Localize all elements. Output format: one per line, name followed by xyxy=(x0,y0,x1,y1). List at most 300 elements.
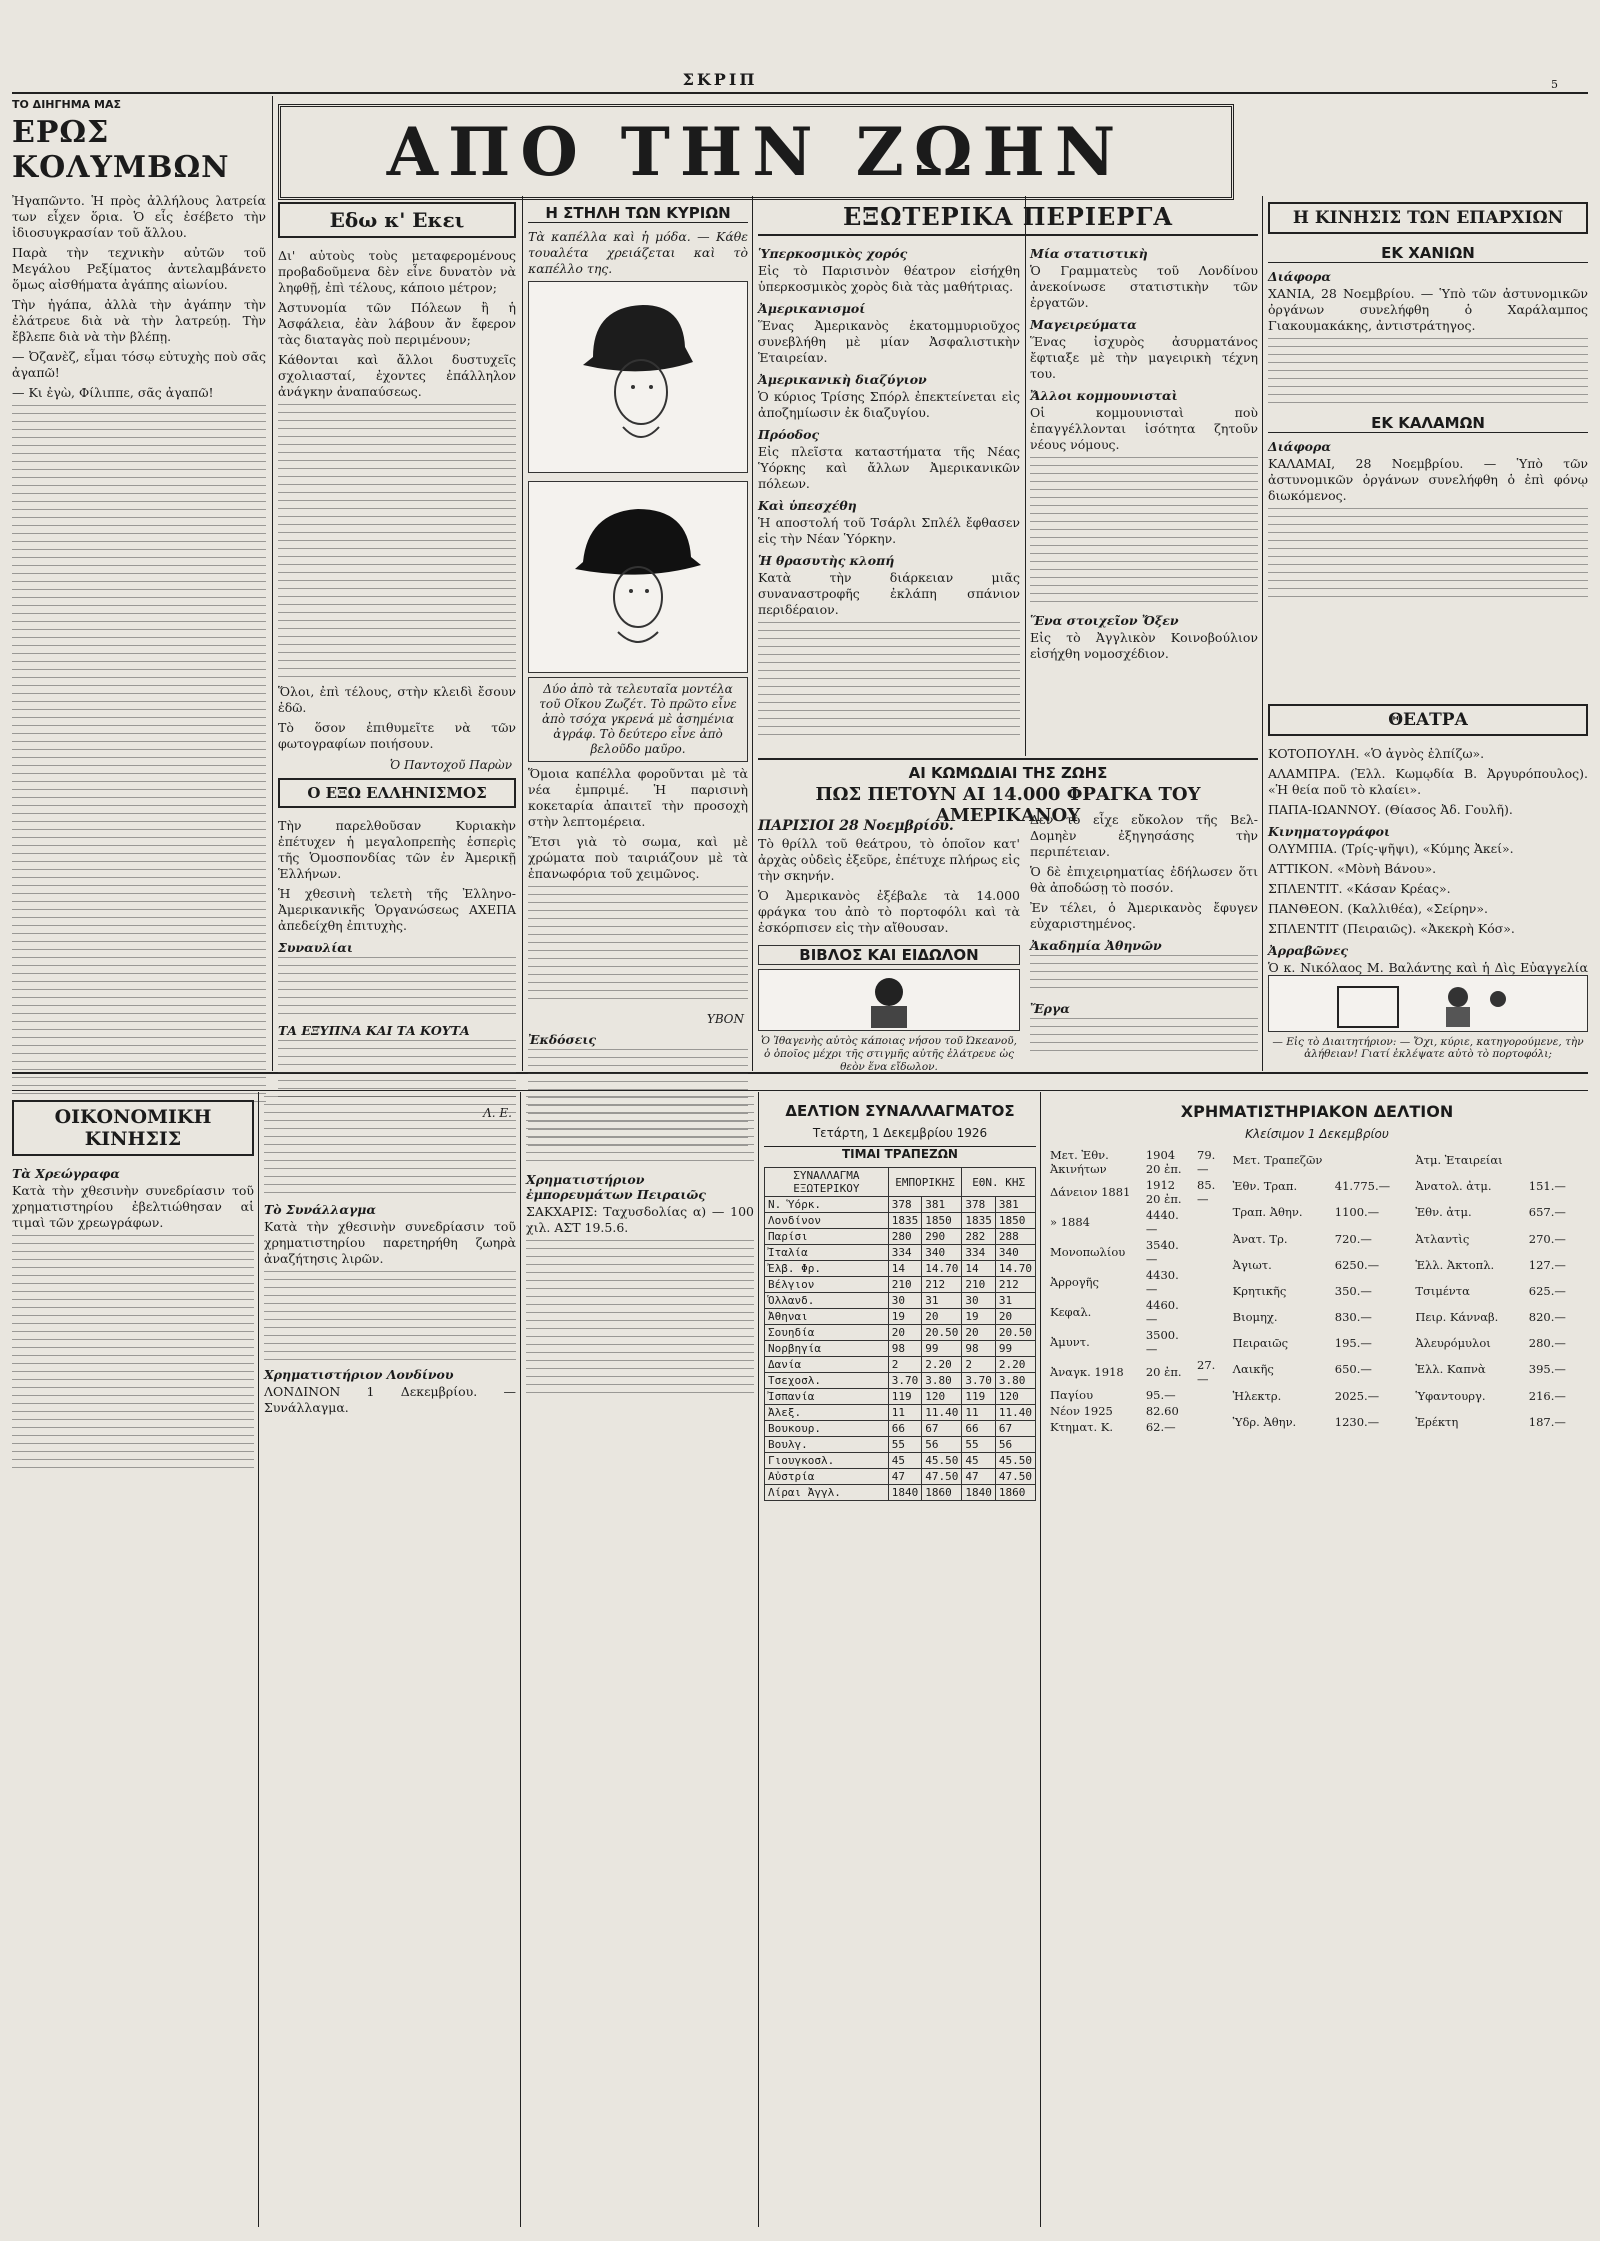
oikonomiki-item-title: Χρηματιστήριον ἐμπορευμάτων Πειραιῶς xyxy=(526,1172,706,1202)
cartoon-image xyxy=(1268,975,1588,1032)
story-paragraph: Παρὰ τὴν τεχνικὴν αὐτῶν τοῦ Μεγάλου Ρεξίματος ἀντελαμβάνετο ὅμως αἰσθήματα ἀγάπης αἰωνίου. xyxy=(12,245,266,292)
exchange-cell: Ν. Ὑόρκ. xyxy=(765,1197,889,1213)
edo-ekei-signature: Ὁ Παντοχοῦ Παρὼν xyxy=(389,758,512,772)
exoterika-item-title: Ὑπερκοσμικὸς χορός xyxy=(758,246,908,261)
stock-cell xyxy=(1578,1383,1588,1409)
exchange-header: ΕΜΠΟΡΙΚΗΣ xyxy=(888,1168,962,1197)
column-rule xyxy=(258,1092,259,2227)
kyrion-column xyxy=(528,198,748,1068)
table-row xyxy=(1046,1177,1223,1207)
komodies-subtitle: Ἀκαδημία Ἀθηνῶν xyxy=(1030,938,1162,953)
exoterika-header xyxy=(758,198,1258,238)
exchange-cell: 282 xyxy=(962,1229,996,1245)
body-text-block xyxy=(1268,508,1588,598)
stock-cell: 657.— xyxy=(1528,1205,1566,1220)
stock-cell: 1912 20 ἐπ. xyxy=(1145,1178,1182,1206)
story-paragraph: — Ὀζανὲζ, εἶμαι τόσῳ εὐτυχὴς ποὺ σᾶς ἀγαπῶ! xyxy=(12,349,266,380)
stock-cell: Κρητικῆς xyxy=(1232,1283,1287,1298)
exchange-cell: 381 xyxy=(995,1197,1035,1213)
table-row xyxy=(1229,1330,1406,1356)
exoterika-item-text: Εἰς τὸ Παρισινὸν θέατρον εἰσήχθη ὑπερκοσμικὸς χορὸς διὰ τὰς μαθήτριας. xyxy=(758,263,1020,294)
exchange-cell: 120 xyxy=(922,1389,962,1405)
kyrion-lead: Τὰ καπέλλα καὶ ἡ μόδα. — Κάθε τουαλέτα χρειάζεται καὶ τὸ καπέλλο της. xyxy=(528,229,748,276)
stock-table-body xyxy=(1229,1147,1406,1435)
theatre-entry: ΠΑΠΑ-ΙΩΑΝΝΟΥ. (Θίασος Ἀδ. Γουλῆ). xyxy=(1268,802,1513,817)
column-rule xyxy=(522,196,523,1071)
kiniseis-sub: Διάφορα xyxy=(1268,439,1331,454)
exoterika-item-title: Ἡ θρασυτὴς κλοπή xyxy=(758,553,895,568)
table-row xyxy=(1046,1237,1223,1267)
komodies-kicker: ΑΙ ΚΩΜΩΔΙΑΙ ΤΗΣ ΖΩΗΣ xyxy=(908,764,1108,782)
exoterika-item-title: Πρόοδος xyxy=(758,427,820,442)
exchange-cell: 280 xyxy=(888,1229,922,1245)
kiniseis-text: Ὁ κ. Νικόλαος Μ. Βαλάντης καὶ ἡ Δὶς Εὐαγγελία xyxy=(1268,960,1588,975)
stock-cell: 650.— xyxy=(1334,1362,1372,1377)
body-text-block xyxy=(526,1096,754,1166)
exchange-cell: 1840 xyxy=(962,1485,996,1501)
stock-cell: 625.— xyxy=(1528,1283,1566,1298)
exchange-cell: 98 xyxy=(962,1341,996,1357)
body-text-block xyxy=(528,886,748,1006)
exchange-cell: 11 xyxy=(888,1405,922,1421)
body-text-block xyxy=(12,405,266,1105)
stock-cell xyxy=(1578,1356,1588,1382)
edo-ekei-paragraph: Ὅλοι, ἐπὶ τέλους, στὴν κλειδὶ ἔσουν ἐδῶ. xyxy=(278,684,516,715)
exchange-cell: 3.80 xyxy=(995,1373,1035,1389)
exchange-cell: Ἐλβ. Φρ. xyxy=(765,1261,889,1277)
exoterika-left xyxy=(758,240,1020,756)
stock-tables xyxy=(1046,1147,1588,1435)
exchange-cell: 67 xyxy=(922,1421,962,1437)
table-row xyxy=(765,1309,1036,1325)
stock-cell: 1230.— xyxy=(1334,1414,1380,1429)
column-rule xyxy=(1262,196,1263,1071)
stock-cell xyxy=(1397,1304,1405,1330)
stock-cell xyxy=(1397,1330,1405,1356)
exoterika-item-title: Ἄλλοι κομμουνισταὶ xyxy=(1030,388,1178,403)
section-banner: ΑΠΟ ΤΗΝ ΖΩΗΝ xyxy=(278,104,1234,200)
stock-cell: Ἀτλαντὶς xyxy=(1415,1231,1470,1246)
stock-cell: 395.— xyxy=(1528,1362,1566,1377)
table-row xyxy=(1229,1147,1406,1173)
exoterika-item-text: Εἰς πλεῖστα καταστήματα τῆς Νέας Ὑόρκης καὶ ἄλλων Ἀμερικανικῶν πόλεων. xyxy=(758,444,1020,491)
body-text-block xyxy=(264,1096,516,1196)
table-row xyxy=(765,1229,1036,1245)
center-paragraph: Ἔτσι γιὰ τὸ σωμα, καὶ μὲ χρώματα ποὺ ταιριάζουν μὲ τὰ ἐπανωφόρια τοῦ χειμῶνος. xyxy=(528,834,748,881)
table-row xyxy=(1046,1357,1223,1387)
stock-cell: 82.60 xyxy=(1145,1404,1179,1418)
komodies-left xyxy=(758,812,1020,942)
vivlos-title: ΒΙΒΛΟΣ ΚΑΙ ΕΙΔΩΛΟΝ xyxy=(758,945,1020,965)
exo-paragraph: Ἡ χθεσινὴ τελετὴ τῆς Ἐλληνο-Ἀμερικανικῆς Ὁργανώσεως ΑΧΕΠΑ ἀπεδείχθη ἐπιτυχὴς. xyxy=(278,886,516,933)
stock-cell: Παγίου xyxy=(1050,1388,1094,1402)
exchange-cell: 290 xyxy=(922,1229,962,1245)
masthead-title: ΣΚΡΙΠ xyxy=(682,70,758,89)
table-row xyxy=(765,1341,1036,1357)
stock-cell xyxy=(1193,1419,1223,1435)
story-paragraph: Τὴν ἠγάπα, ἀλλὰ τὴν ἀγάπην τὴν ἐλάτρευε διὰ νὰ τὴν λατρεύῃ. Τὴν ἔβλεπε διὰ νὰ τὴν βλέπῃ. xyxy=(12,297,266,344)
exo-signature: Λ. Ε. xyxy=(483,1106,512,1120)
stock-cell: Ἀλευρόμυλοι xyxy=(1415,1336,1491,1351)
table-row xyxy=(765,1373,1036,1389)
exchange-cell: 20 xyxy=(888,1325,922,1341)
table-row xyxy=(1046,1387,1223,1403)
table-row xyxy=(1411,1147,1588,1173)
exchange-cell: Ἰταλία xyxy=(765,1245,889,1261)
edo-ekei-title: Εδω κ' Εκει xyxy=(278,202,516,238)
exchange-cell: 212 xyxy=(922,1277,962,1293)
table-row xyxy=(1229,1409,1406,1435)
exchange-cell: 55 xyxy=(962,1437,996,1453)
body-text-block xyxy=(264,1271,516,1361)
table-row xyxy=(765,1245,1036,1261)
exchange-table-body xyxy=(765,1197,1036,1501)
exchange-cell: Βέλγιον xyxy=(765,1277,889,1293)
komodies-paragraph: Ὁ δὲ ἐπιχειρηματίας ἐδήλωσεν ὅτι θὰ ἀποδώσῃ τὸ ποσόν. xyxy=(1030,864,1258,895)
table-row xyxy=(1229,1304,1406,1330)
stock-cell: 1100.— xyxy=(1334,1205,1380,1220)
table-row xyxy=(765,1437,1036,1453)
exoterika-title: ΕΞΩΤΕΡΙΚΑ ΠΕΡΙΕΡΓΑ xyxy=(758,202,1258,236)
stock-cell xyxy=(1397,1356,1405,1382)
hat-drawing xyxy=(563,287,713,467)
stock-cell: Ἡλεκτρ. xyxy=(1232,1388,1282,1403)
exchange-cell: 55 xyxy=(888,1437,922,1453)
stock-cell: 1904 20 ἐπ. xyxy=(1145,1148,1182,1176)
exchange-cell: 378 xyxy=(888,1197,922,1213)
stock-cell xyxy=(1193,1297,1223,1327)
exoterika-item-text: Ἡ αποστολή τοῦ Τσάρλι Σπλέλ ἔφθασεν εἰς τὴν Νέαν Ὑόρκην. xyxy=(758,515,1020,546)
stock-cell: 79.— xyxy=(1197,1148,1216,1176)
exchange-cell: 3.70 xyxy=(962,1373,996,1389)
table-row xyxy=(1411,1383,1588,1409)
stock-cell: Λαικῆς xyxy=(1232,1362,1274,1377)
stock-cell xyxy=(1578,1199,1588,1225)
exo-subtitle: Συναυλίαι xyxy=(278,940,353,955)
stock-cell: Ἐθν. ἀτμ. xyxy=(1415,1205,1472,1220)
exchange-cell: 20.50 xyxy=(995,1325,1035,1341)
table-row xyxy=(765,1389,1036,1405)
stock-cell xyxy=(1578,1173,1588,1199)
stock-cell: » 1884 xyxy=(1050,1215,1090,1229)
stock-cell xyxy=(1193,1267,1223,1297)
theatre-entry: ΑΤΤΙΚΟΝ. «Μὸνὴ Βάνου». xyxy=(1268,861,1437,876)
oikonomiki-item-text: Κατὰ τὴν χθεσινὴν συνεδρίασιν τοῦ χρηματιστηρίου παρετηρήθη ζωηρὰ ἀναζήτησις λιρῶν. xyxy=(264,1219,516,1266)
story-paragraph: Ἠγαπῶντο. Ἡ πρὸς ἀλλήλους λατρεία των εἶχεν ὅρια. Ὁ εἷς ἐσέβετο τὴν ἰδιοσυγκρασίαν τοῦ ἄλλου. xyxy=(12,193,266,240)
oikonomiki-item-text: ΣΑΚΧΑΡΙΣ: Ταχυσδολίας α) — 100 χιλ. ΑΣΤ 19.5.6. xyxy=(526,1204,754,1235)
stock-cell: Ἀνατολ. ἀτμ. xyxy=(1415,1179,1492,1194)
stock-cell: Βιομηχ. xyxy=(1232,1310,1278,1325)
stock-cell: 85.— xyxy=(1197,1178,1216,1206)
exchange-cell: 3.80 xyxy=(922,1373,962,1389)
body-text-block xyxy=(1268,338,1588,408)
table-row xyxy=(765,1213,1036,1229)
xrimatistirion-title: ΧΡΗΜΑΤΙΣΤΗΡΙΑΚΟΝ ΔΕΛΤΙΟΝ xyxy=(1180,1102,1454,1121)
exchange-header: ΣΥΝΑΛΛΑΓΜΑ ΕΞΩΤΕΡΙΚΟΥ xyxy=(765,1168,889,1197)
exoterika-item-text: Κατὰ τὴν διάρκειαν μιᾶς συναναστροφῆς ἐκλάπη σπάνιον περιδέραιον. xyxy=(758,570,1020,617)
exchange-cell: 66 xyxy=(962,1421,996,1437)
stock-cell: Μετ. Ἐθν. Ἀκινήτων xyxy=(1050,1148,1109,1176)
stock-cell: 41.775.— xyxy=(1334,1179,1391,1194)
exchange-cell: Ἀθηναι xyxy=(765,1309,889,1325)
exoterika-item-title: Ἕνα στοιχεῖον Ὄξεν xyxy=(1030,613,1179,628)
stock-cell: Πειρ. Κάνναβ. xyxy=(1415,1310,1499,1325)
stock-cell: 720.— xyxy=(1334,1231,1372,1246)
edo-ekei-column xyxy=(278,198,516,1120)
table-row xyxy=(1229,1278,1406,1304)
body-text-block xyxy=(1030,955,1258,995)
page-number: 5 xyxy=(1551,78,1558,91)
exchange-cell: Ὁλλανδ. xyxy=(765,1293,889,1309)
exchange-cell: 2 xyxy=(888,1357,922,1373)
xrimatistirion-column xyxy=(1046,1096,1588,2226)
stock-cell: 4430.— xyxy=(1145,1268,1179,1296)
oikonomiki-column-2 xyxy=(264,1096,516,2226)
exchange-cell: 47 xyxy=(888,1469,922,1485)
column-rule xyxy=(520,1092,521,2227)
exchange-cell: 45.50 xyxy=(922,1453,962,1469)
hat-illustration xyxy=(528,281,748,473)
theatra-title: ΘΕΑΤΡΑ xyxy=(1268,704,1588,736)
exchange-cell: 30 xyxy=(888,1293,922,1309)
cartoon-caption: — Εἰς τὸ Διαιτητήριον: — Ὄχι, κύριε, κατηγορούμενε, τὴν ἀλήθειαν! Γιατί ἐκλέψατε αὐτὸ τὸ πορτοφόλι; xyxy=(1272,1036,1584,1060)
exchange-cell: 14 xyxy=(962,1261,996,1277)
stock-cell: Τσιμέντα xyxy=(1415,1283,1470,1298)
exoterika-item-text: Ὁ κύριος Τρίσης Σπόρλ ἐπεκτείνεται εἰς ἀποζημίωσιν ἐκ διαζυγίου. xyxy=(758,389,1020,420)
story-paragraph: — Κι ἐγὼ, Φίλιππε, σᾶς ἀγαπῶ! xyxy=(12,385,214,400)
exoterika-item-text: Εἰς τὸ Ἀγγλικὸν Κοινοβούλιον εἰσήχθη νομοσχέδιον. xyxy=(1030,630,1258,661)
stock-table-1 xyxy=(1046,1147,1223,1435)
exchange-cell: 19 xyxy=(962,1309,996,1325)
exchange-cell: 1840 xyxy=(888,1485,922,1501)
komodies-paragraph: Δὲν τὸ εἶχε εὔκολον τῆς Βελ-Δομηὲν ἐξηγησάσης τὴν περιπέτειαν. xyxy=(1030,812,1258,859)
exchange-cell: 47.50 xyxy=(995,1469,1035,1485)
stock-cell xyxy=(1525,1147,1579,1173)
komodies-paragraph: Ὁ Ἀμερικανὸς ἐξέβαλε τὰ 14.000 φράγκα του ἀπὸ τὸ πορτοφόλι καὶ τὰ ἐσκόρπισεν εἰς τὴν αἴθουσαν. xyxy=(758,888,1020,935)
theatre-entry: ΣΠΛΕΝΤΙΤ (Πειραιῶς). «Ἀκεκρὴ Κόσ». xyxy=(1268,921,1515,936)
stock-cell: 62.— xyxy=(1145,1420,1176,1434)
stock-table-body xyxy=(1046,1147,1223,1435)
table-row xyxy=(1411,1173,1588,1199)
komodies-subtitle: Ἔργα xyxy=(1030,1001,1070,1016)
stock-cell: Δάνειον 1881 xyxy=(1050,1185,1131,1199)
theatre-entry: Κινηματογράφοι xyxy=(1268,824,1391,839)
exchange-cell: Ἀλεξ. xyxy=(765,1405,889,1421)
exoterika-item-title: Ἀμερικανισμοί xyxy=(758,301,866,316)
stock-cell xyxy=(1578,1278,1588,1304)
exchange-cell: 1850 xyxy=(922,1213,962,1229)
stock-cell: 151.— xyxy=(1528,1179,1566,1194)
exchange-cell: 45.50 xyxy=(995,1453,1035,1469)
body-text-block xyxy=(758,622,1020,742)
exchange-cell: 47 xyxy=(962,1469,996,1485)
table-row xyxy=(765,1293,1036,1309)
kiniseis-text: ΧΑΝΙΑ, 28 Νοεμβρίου. — Ὑπὸ τῶν ἀστυνομικῶν ὀργάνων συνελήφθη ὁ Χαράλαμπος Γιακουμακάκης, ἀντιστράτηγος. xyxy=(1268,286,1588,333)
stock-cell: Ἑλλ. Ἀκτοπλ. xyxy=(1415,1257,1495,1272)
stock-cell xyxy=(1397,1278,1405,1304)
stock-cell: Μονοπωλίου xyxy=(1050,1245,1126,1259)
stock-cell xyxy=(1578,1252,1588,1278)
exoterika-right xyxy=(1030,240,1258,756)
stock-cell: Ἀμυντ. xyxy=(1050,1335,1090,1349)
stock-cell: Ὑδρ. Ἀθην. xyxy=(1232,1414,1297,1429)
exo-paragraph: Τὴν παρελθοῦσαν Κυριακὴν ἐπέτυχεν ἡ μεγαλοπρεπὴς ἑσπερὶς τῆς Ὁμοσπονδίας τῶν ἐν Ἀμερικῇ Ἑλλήνων. xyxy=(278,818,516,881)
idol-figure xyxy=(849,972,929,1028)
table-row xyxy=(1411,1330,1588,1356)
table-row xyxy=(765,1197,1036,1213)
edo-ekei-paragraph: Κάθονται καὶ ἄλλοι δυστυχεῖς σχολιασταί, ἐχοντες ἐπάλληλον ἀνάγκην ἀναπαύσεως. xyxy=(278,352,516,399)
column-rule xyxy=(758,1092,759,2227)
hat-drawing xyxy=(563,487,713,667)
oikonomiki-item-title: Τὰ Χρεώγραφα xyxy=(12,1166,120,1181)
stock-cell xyxy=(1578,1304,1588,1330)
table-row xyxy=(1046,1147,1223,1177)
exchange-cell: Λονδίνον xyxy=(765,1213,889,1229)
table-row xyxy=(765,1357,1036,1373)
stock-cell xyxy=(1578,1226,1588,1252)
table-row xyxy=(765,1485,1036,1501)
exchange-cell: 45 xyxy=(888,1453,922,1469)
exchange-cell: 210 xyxy=(888,1277,922,1293)
cartoon-box xyxy=(1268,975,1588,1070)
exchange-cell: 120 xyxy=(995,1389,1035,1405)
exchange-cell: 3.70 xyxy=(888,1373,922,1389)
exchange-cell: 56 xyxy=(995,1437,1035,1453)
exchange-cell: 20 xyxy=(995,1309,1035,1325)
stock-cell: 95.— xyxy=(1145,1388,1176,1402)
stock-cell: Ἑλλ. Καπνὰ xyxy=(1415,1362,1486,1377)
exchange-cell: Βουκουρ. xyxy=(765,1421,889,1437)
stock-cell xyxy=(1331,1147,1397,1173)
exchange-cell: 30 xyxy=(962,1293,996,1309)
oikonomiki-item-text: ΛΟΝΔΙΝΟΝ 1 Δεκεμβρίου. — Συνάλλαγμα. xyxy=(264,1384,516,1415)
edo-ekei-paragraph: Ἀστυνομία τῶν Πόλεων ἢ ἡ Ἀσφάλεια, ἐὰν λάβουν ἄν ἔφερον τὰς διαταγὰς ποὺ περιμένουν; xyxy=(278,300,516,347)
stock-cell xyxy=(1397,1252,1405,1278)
deltion-title: ΔΕΛΤΙΟΝ ΣΥΝΑΛΛΑΓΜΑΤΟΣ xyxy=(785,1102,1015,1120)
exchange-cell: 119 xyxy=(888,1389,922,1405)
table-row xyxy=(1046,1403,1223,1419)
column-rule xyxy=(1040,1092,1041,2227)
hat-caption: Δύο ἀπὸ τὰ τελευταῖα μοντέλα τοῦ Οἴκου Ζωζέτ. Τὸ πρῶτο εἶνε ἀπὸ τσόχα γκρενά μὲ ἀσημένια ἀγράφ. Τὸ δεύτερο εἶνε ἀπὸ βελοῦδο μαῦρο. xyxy=(528,677,748,762)
exchange-cell: 67 xyxy=(995,1421,1035,1437)
table-row xyxy=(1229,1252,1406,1278)
stock-cell: Κεφαλ. xyxy=(1050,1305,1092,1319)
stock-cell: Τραπ. Ἀθην. xyxy=(1232,1205,1303,1220)
theatre-entry: ΚΟΤΟΠΟΥΛΗ. «Ὁ ἀγνὸς ἐλπίζω». xyxy=(1268,746,1485,761)
stock-cell: Ἀναγκ. 1918 xyxy=(1050,1365,1124,1379)
exchange-cell: 1835 xyxy=(888,1213,922,1229)
stock-cell: 195.— xyxy=(1334,1336,1372,1351)
exchange-cell: 210 xyxy=(962,1277,996,1293)
exoterika-item-title: Καὶ ὑπεσχέθη xyxy=(758,498,857,513)
komodies-paragraph: Τὸ θρίλλ τοῦ θεάτρου, τὸ ὁποῖον κατ' ἀρχὰς οὐδεὶς ἐξεῦρε, ἐπέτυχε πλήρως εἰς τὴν σκηνήν. xyxy=(758,836,1020,883)
stock-cell xyxy=(1193,1237,1223,1267)
vivlos-box xyxy=(758,945,1020,1073)
exchange-cell: 11.40 xyxy=(995,1405,1035,1421)
stock-cell xyxy=(1578,1147,1588,1173)
oikonomiki-item-title: Τὸ Συνάλλαγμα xyxy=(264,1202,376,1217)
exchange-cell: 20 xyxy=(962,1325,996,1341)
center-signature: ΥΒΟΝ xyxy=(706,1012,744,1026)
table-row xyxy=(765,1469,1036,1485)
stock-cell: 27.— xyxy=(1197,1358,1216,1386)
stock-cell: Ἐρέκτη xyxy=(1415,1414,1459,1429)
stock-cell: 280.— xyxy=(1528,1336,1566,1351)
exchange-cell: 31 xyxy=(922,1293,962,1309)
komodies-title: ΠΩΣ ΠΕΤΟΥΝ ΑΙ 14.000 ΦΡΑΓΚΑ ΤΟΥ ΑΜΕΡΙΚΑΝΟΥ xyxy=(815,784,1201,826)
stock-cell: 6250.— xyxy=(1334,1257,1380,1272)
table-row xyxy=(765,1261,1036,1277)
table-row xyxy=(1411,1278,1588,1304)
kiniseis-sub: Διάφορα xyxy=(1268,269,1331,284)
kyrion-title: Η ΣΤΗΛΗ ΤΩΝ ΚΥΡΙΩΝ xyxy=(528,204,748,223)
exchange-cell: Τσεχοσλ. xyxy=(765,1373,889,1389)
edo-ekei-paragraph: Τὸ ὅσον ἐπιθυμεῖτε νὰ τῶν φωτογραφίων ποιήσουν. xyxy=(278,720,516,751)
exchange-cell: 340 xyxy=(995,1245,1035,1261)
table-row xyxy=(1229,1356,1406,1382)
table-row xyxy=(1046,1419,1223,1435)
exchange-cell: 2 xyxy=(962,1357,996,1373)
komodies-dateline: ΠΑΡΙΣΙΟΙ 28 Νοεμβρίου. xyxy=(758,818,954,834)
stock-cell: 820.— xyxy=(1528,1310,1566,1325)
exchange-cell: 1850 xyxy=(995,1213,1035,1229)
exchange-cell: 14.70 xyxy=(922,1261,962,1277)
body-text-block xyxy=(278,404,516,684)
exchange-cell: 98 xyxy=(888,1341,922,1357)
exchange-cell: 19 xyxy=(888,1309,922,1325)
stock-table-2 xyxy=(1229,1147,1406,1435)
stock-cell: Ὑφαντουργ. xyxy=(1415,1388,1486,1403)
stock-cell: 4440.— xyxy=(1145,1208,1179,1236)
column-rule xyxy=(752,196,753,1071)
exo-ellinismos-title: Ο ΕΞΩ ΕΛΛΗΝΙΣΜΟΣ xyxy=(278,778,516,808)
stock-cell xyxy=(1578,1330,1588,1356)
stock-cell xyxy=(1578,1409,1588,1435)
komodies-paragraph: Ἐν τέλει, ὁ Ἀμερικανὸς ἔφυγεν εὐχαριστημένος. xyxy=(1030,900,1258,931)
exchange-cell: Ἰσπανία xyxy=(765,1389,889,1405)
exchange-cell: Δανία xyxy=(765,1357,889,1373)
vivlos-caption: Ὁ Ἰθαγενὴς αὐτὸς κάποιας νήσου τοῦ Ὠκεανοῦ, ὁ ὁποῖος μέχρι τῆς στιγμῆς αὐτῆς ἐλάτρευε ὡς θεὸν ἕνα εἴδωλον. xyxy=(761,1035,1017,1073)
exchange-cell: 20 xyxy=(922,1309,962,1325)
stock-cell xyxy=(1397,1199,1405,1225)
exchange-cell: 14.70 xyxy=(995,1261,1035,1277)
body-text-block xyxy=(12,1235,254,1475)
stock-cell: 3500.— xyxy=(1145,1328,1179,1356)
exchange-cell: 1860 xyxy=(995,1485,1035,1501)
exchange-cell: 334 xyxy=(962,1245,996,1261)
table-row xyxy=(1229,1199,1406,1225)
stock-cell: Ἀρρογῆς xyxy=(1050,1275,1099,1289)
theatre-entry: ΑΛΑΜΠΡΑ. (Ἐλλ. Κωμῳδία Β. Ἀργυρόπουλος). «Ἡ θεία ποῦ τὸ κλαίει». xyxy=(1268,766,1588,797)
stock-cell xyxy=(1193,1207,1223,1237)
table-row xyxy=(1229,1173,1406,1199)
vivlos-photo xyxy=(758,969,1020,1031)
cartoon-drawing xyxy=(1328,979,1528,1029)
stock-cell: Πειραιῶς xyxy=(1232,1336,1289,1351)
body-text-block xyxy=(1030,457,1258,607)
table-row xyxy=(1411,1252,1588,1278)
stock-cell: 187.— xyxy=(1528,1414,1566,1429)
exchange-cell: 14 xyxy=(888,1261,922,1277)
exoterika-item-title: Ἀμερικανικὴ διαζύγιον xyxy=(758,372,927,387)
exoterika-item-title: Μαγειρεύματα xyxy=(1030,317,1137,332)
komodies-rule xyxy=(758,758,1258,760)
body-text-block xyxy=(1030,1018,1258,1058)
story-kicker: ΤΟ ΔΙΗΓΗΜΑ ΜΑΣ xyxy=(12,98,121,111)
table-row xyxy=(1046,1207,1223,1237)
exchange-cell: Λίραι Ἀγγλ. xyxy=(765,1485,889,1501)
deltion-column xyxy=(764,1096,1036,2226)
